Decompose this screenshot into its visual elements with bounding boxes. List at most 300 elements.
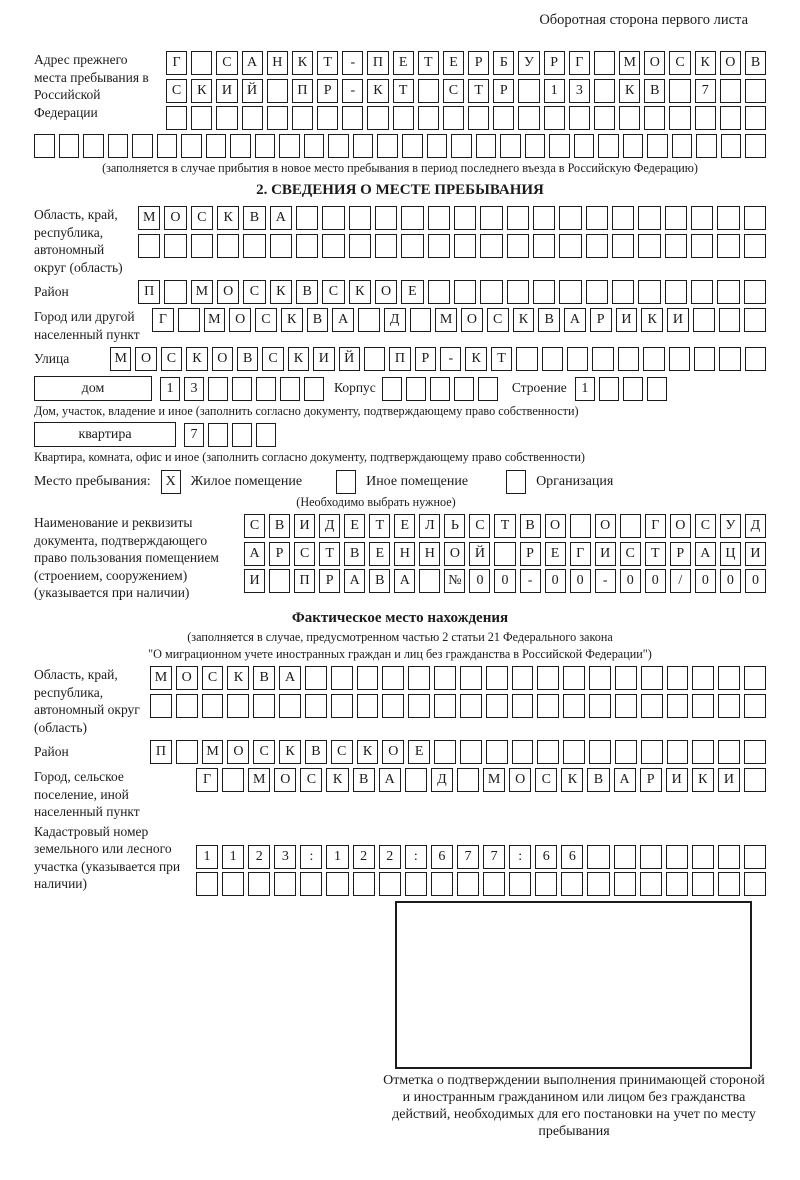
char-cell[interactable]: 1 (196, 845, 218, 869)
char-cell[interactable]: О (382, 740, 404, 764)
char-cell[interactable] (696, 134, 717, 158)
char-cell[interactable]: 3 (184, 377, 204, 401)
char-cell[interactable] (150, 694, 172, 718)
char-cell[interactable]: Т (491, 347, 512, 371)
confirmation-mark-box[interactable] (395, 901, 752, 1069)
char-cell[interactable] (419, 569, 440, 593)
char-cell[interactable]: Н (267, 51, 288, 75)
char-cell[interactable] (563, 740, 585, 764)
char-cell[interactable]: Р (590, 308, 612, 332)
char-cell[interactable] (561, 872, 583, 896)
char-cell[interactable]: А (332, 308, 354, 332)
char-cell[interactable] (349, 206, 371, 230)
char-cell[interactable]: О (375, 280, 397, 304)
char-cell[interactable] (744, 206, 766, 230)
char-cell[interactable] (507, 234, 529, 258)
char-cell[interactable]: А (242, 51, 263, 75)
char-cell[interactable] (454, 206, 476, 230)
char-cell[interactable] (59, 134, 80, 158)
char-cell[interactable] (216, 106, 237, 130)
char-cell[interactable] (644, 106, 665, 130)
char-cell[interactable] (717, 206, 739, 230)
char-cell[interactable]: К (465, 347, 486, 371)
char-cell[interactable] (460, 694, 482, 718)
char-cell[interactable] (744, 740, 766, 764)
char-cell[interactable]: С (253, 740, 275, 764)
char-cell[interactable]: С (669, 51, 690, 75)
char-cell[interactable] (176, 694, 198, 718)
char-cell[interactable] (377, 134, 398, 158)
char-cell[interactable] (744, 694, 766, 718)
char-cell[interactable] (718, 694, 740, 718)
char-cell[interactable] (533, 206, 555, 230)
char-cell[interactable] (494, 542, 515, 566)
char-cell[interactable] (615, 740, 637, 764)
char-cell[interactable]: Р (544, 51, 565, 75)
char-cell[interactable]: С (469, 514, 490, 538)
char-cell[interactable]: 0 (545, 569, 566, 593)
char-cell[interactable]: К (227, 666, 249, 690)
char-cell[interactable] (402, 134, 423, 158)
char-cell[interactable]: - (595, 569, 616, 593)
char-cell[interactable] (512, 666, 534, 690)
char-cell[interactable]: В (253, 666, 275, 690)
char-cell[interactable] (559, 206, 581, 230)
char-cell[interactable]: И (745, 542, 766, 566)
char-cell[interactable]: И (667, 308, 689, 332)
char-cell[interactable]: И (666, 768, 688, 792)
char-cell[interactable] (478, 377, 498, 401)
char-cell[interactable] (304, 134, 325, 158)
char-cell[interactable] (744, 768, 766, 792)
char-cell[interactable] (430, 377, 450, 401)
char-cell[interactable] (375, 206, 397, 230)
char-cell[interactable]: Т (494, 514, 515, 538)
char-cell[interactable] (248, 872, 270, 896)
char-cell[interactable] (638, 280, 660, 304)
char-cell[interactable]: О (670, 514, 691, 538)
char-cell[interactable] (720, 79, 741, 103)
char-cell[interactable] (191, 51, 212, 75)
char-cell[interactable] (640, 845, 662, 869)
char-cell[interactable]: О (212, 347, 233, 371)
char-cell[interactable] (83, 134, 104, 158)
char-cell[interactable]: А (564, 308, 586, 332)
char-cell[interactable] (178, 308, 200, 332)
char-cell[interactable]: М (248, 768, 270, 792)
char-cell[interactable] (647, 377, 667, 401)
char-cell[interactable]: И (595, 542, 616, 566)
char-cell[interactable] (431, 872, 453, 896)
char-cell[interactable] (619, 106, 640, 130)
char-cell[interactable] (594, 106, 615, 130)
char-cell[interactable] (693, 308, 715, 332)
char-cell[interactable]: К (281, 308, 303, 332)
char-cell[interactable]: С (161, 347, 182, 371)
stay-option-other-checkbox[interactable] (336, 470, 356, 494)
char-cell[interactable]: 6 (561, 845, 583, 869)
char-cell[interactable] (331, 666, 353, 690)
char-cell[interactable] (719, 347, 740, 371)
char-cell[interactable]: : (405, 845, 427, 869)
char-cell[interactable] (202, 694, 224, 718)
char-cell[interactable]: М (110, 347, 131, 371)
char-cell[interactable] (267, 79, 288, 103)
char-cell[interactable]: К (349, 280, 371, 304)
char-cell[interactable]: А (270, 206, 292, 230)
char-cell[interactable]: Д (319, 514, 340, 538)
char-cell[interactable] (379, 872, 401, 896)
char-cell[interactable] (406, 377, 426, 401)
char-cell[interactable] (525, 134, 546, 158)
char-cell[interactable]: Ь (444, 514, 465, 538)
char-cell[interactable] (744, 280, 766, 304)
char-cell[interactable] (717, 280, 739, 304)
char-cell[interactable] (718, 845, 740, 869)
char-cell[interactable] (328, 134, 349, 158)
char-cell[interactable] (418, 79, 439, 103)
char-cell[interactable]: А (279, 666, 301, 690)
char-cell[interactable]: А (394, 569, 415, 593)
char-cell[interactable]: : (300, 845, 322, 869)
char-cell[interactable] (256, 377, 276, 401)
char-cell[interactable] (451, 134, 472, 158)
char-cell[interactable] (559, 234, 581, 258)
char-cell[interactable] (364, 347, 385, 371)
char-cell[interactable] (744, 308, 766, 332)
char-cell[interactable]: Р (670, 542, 691, 566)
char-cell[interactable]: М (619, 51, 640, 75)
char-cell[interactable]: Г (152, 308, 174, 332)
char-cell[interactable] (594, 79, 615, 103)
char-cell[interactable] (357, 666, 379, 690)
char-cell[interactable]: Р (493, 79, 514, 103)
char-cell[interactable]: Ц (720, 542, 741, 566)
char-cell[interactable]: А (614, 768, 636, 792)
char-cell[interactable] (744, 666, 766, 690)
char-cell[interactable]: 2 (248, 845, 270, 869)
char-cell[interactable]: О (444, 542, 465, 566)
char-cell[interactable]: В (344, 542, 365, 566)
char-cell[interactable] (563, 694, 585, 718)
char-cell[interactable]: 0 (695, 569, 716, 593)
char-cell[interactable]: С (294, 542, 315, 566)
char-cell[interactable]: Т (317, 51, 338, 75)
char-cell[interactable] (618, 347, 639, 371)
char-cell[interactable] (480, 206, 502, 230)
char-cell[interactable] (326, 872, 348, 896)
char-cell[interactable]: Н (394, 542, 415, 566)
char-cell[interactable] (544, 106, 565, 130)
char-cell[interactable] (353, 134, 374, 158)
char-cell[interactable] (535, 872, 557, 896)
char-cell[interactable]: К (279, 740, 301, 764)
char-cell[interactable]: Е (545, 542, 566, 566)
char-cell[interactable]: С (535, 768, 557, 792)
char-cell[interactable]: С (487, 308, 509, 332)
char-cell[interactable] (692, 666, 714, 690)
char-cell[interactable]: В (307, 308, 329, 332)
char-cell[interactable] (468, 106, 489, 130)
char-cell[interactable] (537, 740, 559, 764)
char-cell[interactable] (586, 234, 608, 258)
char-cell[interactable] (353, 872, 375, 896)
char-cell[interactable]: Т (418, 51, 439, 75)
char-cell[interactable] (542, 347, 563, 371)
char-cell[interactable]: Р (319, 569, 340, 593)
char-cell[interactable] (457, 872, 479, 896)
char-cell[interactable] (720, 106, 741, 130)
char-cell[interactable]: Г (196, 768, 218, 792)
char-cell[interactable]: Р (640, 768, 662, 792)
char-cell[interactable]: С (300, 768, 322, 792)
char-cell[interactable] (587, 872, 609, 896)
char-cell[interactable] (256, 423, 276, 447)
char-cell[interactable] (669, 106, 690, 130)
char-cell[interactable] (443, 106, 464, 130)
char-cell[interactable]: - (342, 51, 363, 75)
char-cell[interactable]: Е (344, 514, 365, 538)
char-cell[interactable] (695, 106, 716, 130)
char-cell[interactable]: Л (419, 514, 440, 538)
char-cell[interactable] (405, 768, 427, 792)
char-cell[interactable]: 0 (469, 569, 490, 593)
char-cell[interactable]: 6 (431, 845, 453, 869)
char-cell[interactable]: : (509, 845, 531, 869)
char-cell[interactable] (476, 134, 497, 158)
char-cell[interactable]: Г (166, 51, 187, 75)
char-cell[interactable] (305, 694, 327, 718)
char-cell[interactable]: В (745, 51, 766, 75)
char-cell[interactable]: Е (408, 740, 430, 764)
char-cell[interactable] (181, 134, 202, 158)
char-cell[interactable]: 1 (575, 377, 595, 401)
char-cell[interactable]: А (695, 542, 716, 566)
char-cell[interactable] (745, 106, 766, 130)
char-cell[interactable]: М (204, 308, 226, 332)
char-cell[interactable] (457, 768, 479, 792)
char-cell[interactable]: Т (468, 79, 489, 103)
char-cell[interactable] (643, 347, 664, 371)
char-cell[interactable]: М (191, 280, 213, 304)
char-cell[interactable] (612, 206, 634, 230)
char-cell[interactable] (691, 206, 713, 230)
char-cell[interactable] (614, 872, 636, 896)
char-cell[interactable] (418, 106, 439, 130)
char-cell[interactable] (744, 845, 766, 869)
char-cell[interactable]: О (720, 51, 741, 75)
char-cell[interactable]: 1 (544, 79, 565, 103)
char-cell[interactable] (108, 134, 129, 158)
char-cell[interactable]: В (353, 768, 375, 792)
char-cell[interactable] (191, 106, 212, 130)
char-cell[interactable] (242, 106, 263, 130)
char-cell[interactable]: М (150, 666, 172, 690)
char-cell[interactable]: А (379, 768, 401, 792)
char-cell[interactable] (164, 280, 186, 304)
char-cell[interactable] (567, 347, 588, 371)
char-cell[interactable] (612, 280, 634, 304)
char-cell[interactable] (570, 514, 591, 538)
char-cell[interactable]: С (331, 740, 353, 764)
char-cell[interactable]: 7 (695, 79, 716, 103)
char-cell[interactable] (401, 206, 423, 230)
char-cell[interactable] (640, 872, 662, 896)
char-cell[interactable]: С (695, 514, 716, 538)
char-cell[interactable]: У (518, 51, 539, 75)
char-cell[interactable] (623, 134, 644, 158)
char-cell[interactable] (507, 280, 529, 304)
char-cell[interactable] (408, 666, 430, 690)
char-cell[interactable]: Г (569, 51, 590, 75)
char-cell[interactable] (279, 694, 301, 718)
char-cell[interactable]: И (313, 347, 334, 371)
char-cell[interactable]: О (164, 206, 186, 230)
char-cell[interactable]: В (296, 280, 318, 304)
char-cell[interactable] (232, 377, 252, 401)
char-cell[interactable] (638, 206, 660, 230)
char-cell[interactable] (599, 377, 619, 401)
char-cell[interactable] (592, 347, 613, 371)
char-cell[interactable]: К (186, 347, 207, 371)
stay-option-organization-checkbox[interactable] (506, 470, 526, 494)
char-cell[interactable] (533, 234, 555, 258)
char-cell[interactable] (672, 134, 693, 158)
char-cell[interactable]: С (262, 347, 283, 371)
char-cell[interactable] (454, 377, 474, 401)
char-cell[interactable]: П (138, 280, 160, 304)
char-cell[interactable]: Т (369, 514, 390, 538)
char-cell[interactable]: К (270, 280, 292, 304)
char-cell[interactable] (157, 134, 178, 158)
char-cell[interactable] (641, 740, 663, 764)
char-cell[interactable]: И (718, 768, 740, 792)
char-cell[interactable]: Й (469, 542, 490, 566)
char-cell[interactable]: 0 (745, 569, 766, 593)
char-cell[interactable] (176, 740, 198, 764)
char-cell[interactable] (721, 134, 742, 158)
char-cell[interactable]: Д (431, 768, 453, 792)
char-cell[interactable] (691, 234, 713, 258)
char-cell[interactable]: Н (419, 542, 440, 566)
char-cell[interactable] (434, 666, 456, 690)
char-cell[interactable] (331, 694, 353, 718)
char-cell[interactable]: О (644, 51, 665, 75)
char-cell[interactable]: 0 (570, 569, 591, 593)
char-cell[interactable] (512, 740, 534, 764)
char-cell[interactable] (563, 666, 585, 690)
char-cell[interactable]: Р (468, 51, 489, 75)
char-cell[interactable] (666, 872, 688, 896)
char-cell[interactable]: Е (394, 514, 415, 538)
char-cell[interactable] (598, 134, 619, 158)
char-cell[interactable] (507, 206, 529, 230)
char-cell[interactable] (222, 872, 244, 896)
char-cell[interactable] (483, 872, 505, 896)
char-cell[interactable] (305, 666, 327, 690)
char-cell[interactable] (230, 134, 251, 158)
char-cell[interactable] (208, 423, 228, 447)
char-cell[interactable]: Е (401, 280, 423, 304)
char-cell[interactable]: № (444, 569, 465, 593)
char-cell[interactable]: Г (570, 542, 591, 566)
char-cell[interactable]: А (344, 569, 365, 593)
char-cell[interactable]: 0 (720, 569, 741, 593)
char-cell[interactable]: 7 (457, 845, 479, 869)
char-cell[interactable]: К (513, 308, 535, 332)
char-cell[interactable] (460, 740, 482, 764)
char-cell[interactable] (718, 740, 740, 764)
char-cell[interactable] (480, 280, 502, 304)
char-cell[interactable]: О (274, 768, 296, 792)
char-cell[interactable] (206, 134, 227, 158)
char-cell[interactable]: О (545, 514, 566, 538)
char-cell[interactable]: С (443, 79, 464, 103)
char-cell[interactable]: О (595, 514, 616, 538)
char-cell[interactable] (692, 872, 714, 896)
char-cell[interactable] (500, 134, 521, 158)
char-cell[interactable] (614, 845, 636, 869)
char-cell[interactable]: Т (393, 79, 414, 103)
char-cell[interactable]: К (292, 51, 313, 75)
char-cell[interactable]: П (389, 347, 410, 371)
char-cell[interactable] (589, 666, 611, 690)
char-cell[interactable]: 7 (483, 845, 505, 869)
char-cell[interactable]: Г (645, 514, 666, 538)
char-cell[interactable] (569, 106, 590, 130)
char-cell[interactable]: М (138, 206, 160, 230)
char-cell[interactable] (667, 740, 689, 764)
char-cell[interactable]: 2 (379, 845, 401, 869)
char-cell[interactable] (486, 740, 508, 764)
char-cell[interactable]: О (135, 347, 156, 371)
char-cell[interactable]: 1 (160, 377, 180, 401)
char-cell[interactable] (537, 694, 559, 718)
char-cell[interactable] (296, 206, 318, 230)
char-cell[interactable]: К (326, 768, 348, 792)
char-cell[interactable] (208, 377, 228, 401)
char-cell[interactable] (460, 666, 482, 690)
char-cell[interactable]: 0 (494, 569, 515, 593)
char-cell[interactable]: 3 (569, 79, 590, 103)
char-cell[interactable] (405, 872, 427, 896)
char-cell[interactable] (691, 280, 713, 304)
char-cell[interactable] (717, 234, 739, 258)
char-cell[interactable]: В (237, 347, 258, 371)
char-cell[interactable]: А (244, 542, 265, 566)
char-cell[interactable] (375, 234, 397, 258)
char-cell[interactable] (393, 106, 414, 130)
char-cell[interactable] (537, 666, 559, 690)
char-cell[interactable]: - (520, 569, 541, 593)
char-cell[interactable] (269, 569, 290, 593)
char-cell[interactable] (665, 234, 687, 258)
char-cell[interactable]: С (244, 514, 265, 538)
char-cell[interactable]: С (166, 79, 187, 103)
char-cell[interactable]: 7 (184, 423, 204, 447)
char-cell[interactable]: В (644, 79, 665, 103)
char-cell[interactable] (410, 308, 432, 332)
char-cell[interactable] (665, 206, 687, 230)
char-cell[interactable] (138, 234, 160, 258)
char-cell[interactable] (428, 280, 450, 304)
char-cell[interactable]: - (342, 79, 363, 103)
char-cell[interactable]: 6 (535, 845, 557, 869)
char-cell[interactable] (279, 134, 300, 158)
char-cell[interactable] (367, 106, 388, 130)
char-cell[interactable] (357, 694, 379, 718)
char-cell[interactable] (454, 280, 476, 304)
